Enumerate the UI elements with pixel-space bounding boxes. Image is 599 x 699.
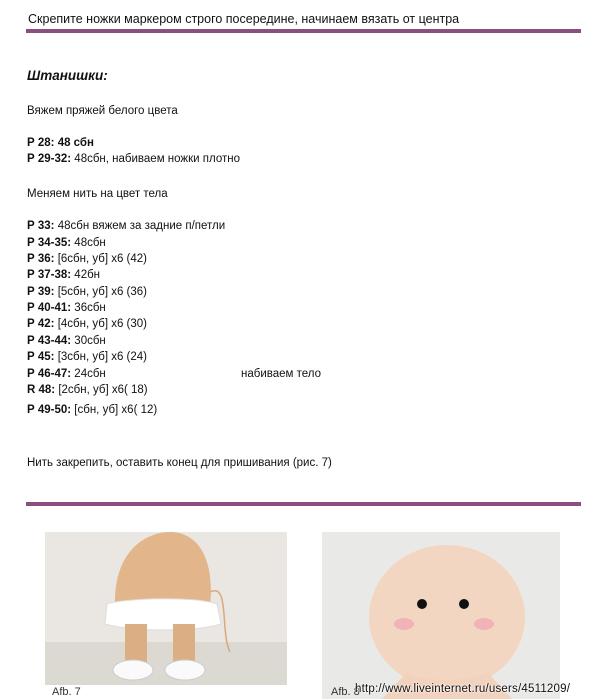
row-48 xyxy=(27,384,148,396)
row-40-41 xyxy=(27,302,106,314)
row-42 xyxy=(27,318,147,330)
photo-doll-legs xyxy=(45,532,287,685)
row-29-32 xyxy=(27,153,240,165)
row-33 xyxy=(27,220,225,232)
color-change-text: Меняем нить на цвет тела xyxy=(27,188,168,200)
divider-bottom xyxy=(26,502,581,506)
row-45 xyxy=(27,351,147,363)
row-label: Р 29-32: xyxy=(27,153,72,165)
row-label: Р 28: xyxy=(27,137,55,149)
row-label: Р 43-44: xyxy=(27,335,72,347)
row-text: [4сбн, уб] х6 (30) xyxy=(54,318,148,330)
header-instruction: Скрепите ножки маркером строго посередине, начинаем вязать от центра xyxy=(28,12,460,26)
row-text: 30сбн xyxy=(71,335,106,347)
row-label: R 48: xyxy=(27,384,56,396)
doll-legs-illustration xyxy=(45,532,287,685)
row-text: 24сбн xyxy=(71,368,106,380)
row-text: [3сбн, уб] х6 (24) xyxy=(54,351,148,363)
row-34-35 xyxy=(27,237,106,249)
row-text: [2сбн, уб] х6( 18) xyxy=(55,384,148,396)
row-49-50 xyxy=(27,404,157,416)
divider-top xyxy=(26,29,581,33)
row-43-44 xyxy=(27,335,106,347)
outro-text: Нить закрепить, оставить конец для пришивания (рис. 7) xyxy=(27,457,332,469)
row-46-47 xyxy=(27,368,106,380)
row-36 xyxy=(27,253,147,265)
row-text: 36сбн xyxy=(71,302,106,314)
row-text: 48сбн, набиваем ножки плотно xyxy=(71,153,240,165)
row-28 xyxy=(27,137,94,149)
row-39 xyxy=(27,286,147,298)
row-text: 48 сбн xyxy=(54,137,94,149)
section-title: Штанишки: xyxy=(27,68,108,83)
row-label: Р 39: xyxy=(27,286,55,298)
row-text: 48сбн xyxy=(71,237,106,249)
intro-text: Вяжем пряжей белого цвета xyxy=(27,105,178,117)
row-37-38 xyxy=(27,269,100,281)
row-label: Р 45: xyxy=(27,351,55,363)
row-label: Р 40-41: xyxy=(27,302,72,314)
row-label: Р 37-38: xyxy=(27,269,72,281)
row-label: Р 36: xyxy=(27,253,55,265)
row-text: 48сбн вяжем за задние п/петли xyxy=(54,220,226,232)
row-text: [5сбн, уб] х6 (36) xyxy=(54,286,148,298)
caption-photo-8: Afb. 8 xyxy=(331,686,360,698)
stuffing-note: набиваем тело xyxy=(241,368,322,380)
row-text: 42бн xyxy=(71,269,101,281)
photo-doll-head xyxy=(322,532,560,699)
row-label: Р 46-47: xyxy=(27,368,72,380)
row-text: [6сбн, уб] х6 (42) xyxy=(54,253,148,265)
row-label: Р 34-35: xyxy=(27,237,72,249)
row-text: [сбн, уб] х6( 12) xyxy=(71,404,158,416)
doll-head-illustration xyxy=(322,532,560,699)
caption-photo-7: Afb. 7 xyxy=(52,686,81,698)
watermark-url: http://www.liveinternet.ru/users/4511209/ xyxy=(355,683,571,695)
row-label: Р 49-50: xyxy=(27,404,72,416)
row-label: Р 42: xyxy=(27,318,55,330)
row-label: Р 33: xyxy=(27,220,55,232)
